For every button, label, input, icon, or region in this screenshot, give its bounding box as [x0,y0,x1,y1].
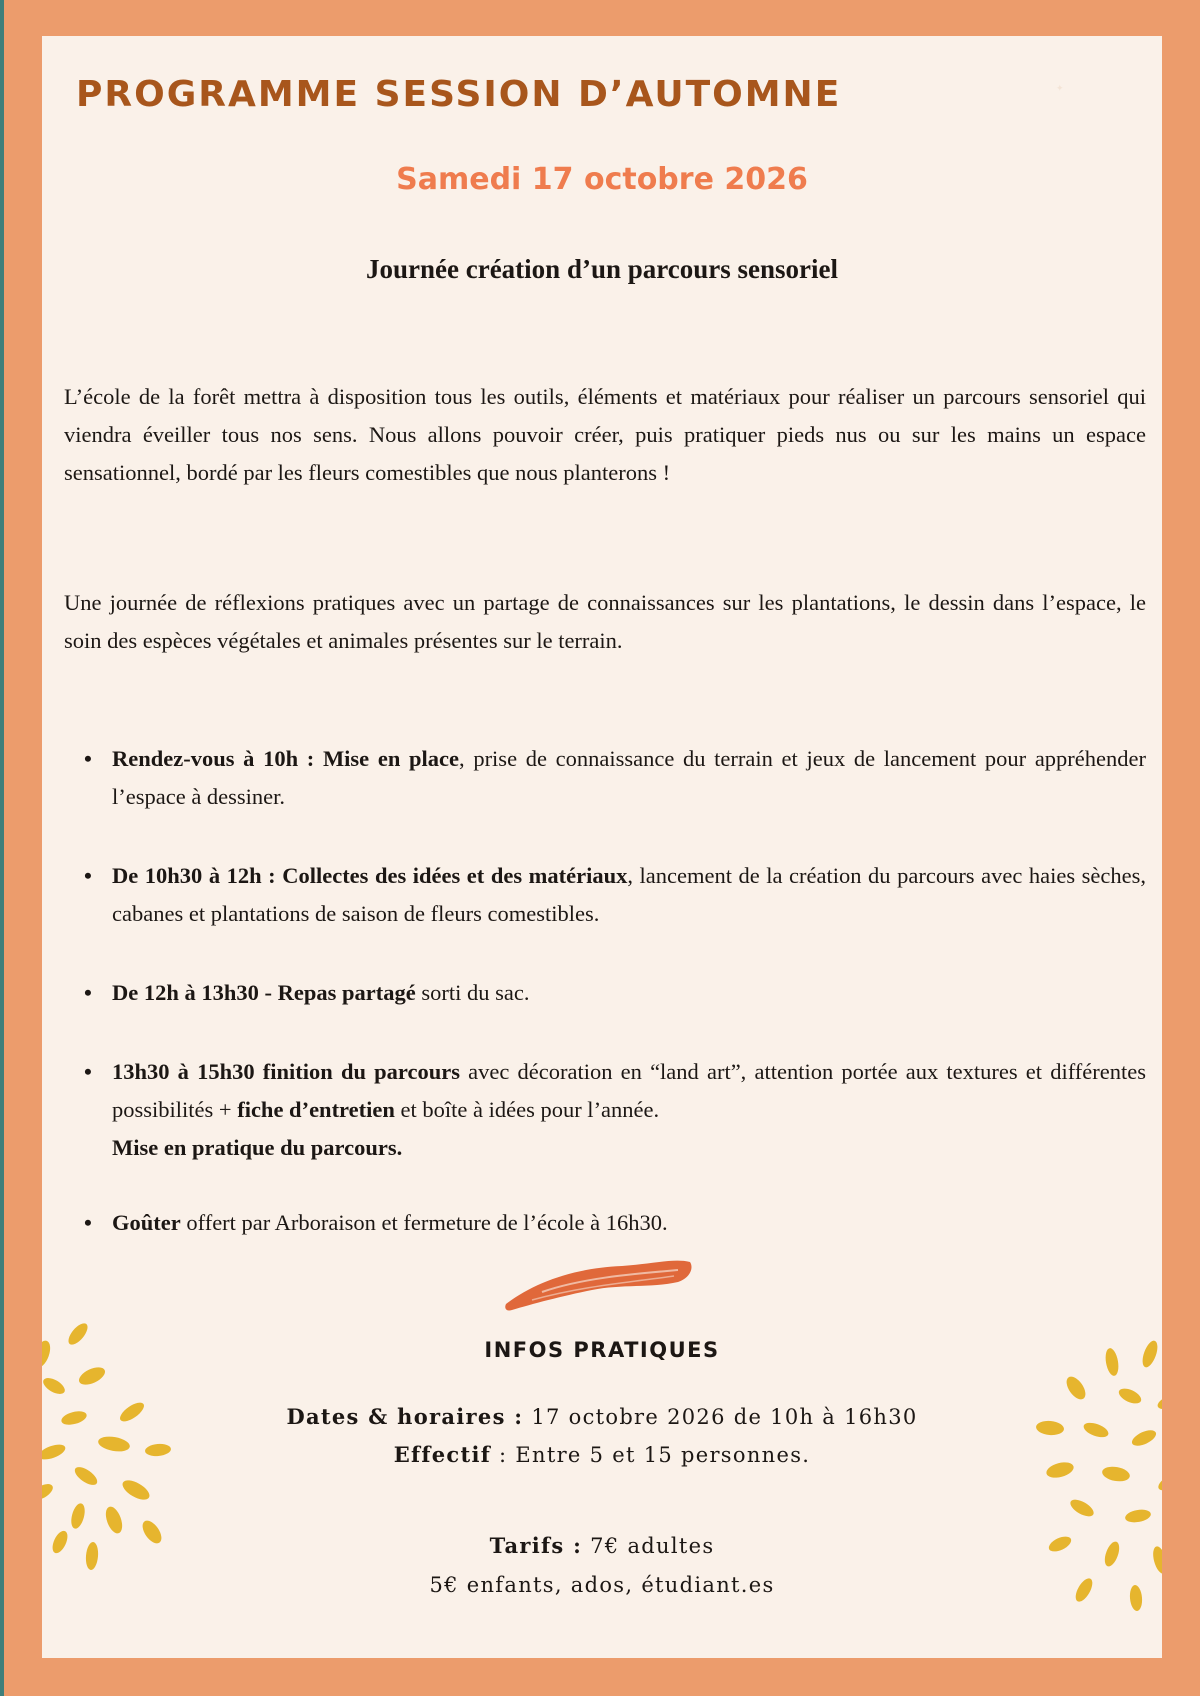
info-dates-label: Dates & horaires : [286,1404,524,1429]
schedule-item-emphasis: Mise en pratique du parcours. [112,1135,403,1160]
schedule-item [64,1053,1146,1167]
schedule-item-text: et boîte à idées pour l’année. [394,1097,660,1122]
schedule-item-heading: 13h30 à 15h30 finition du parcours [112,1059,460,1084]
bullet-icon: • [84,980,92,1005]
corner-mark: ✦ [1056,84,1064,94]
info-tarifs [42,1533,1162,1558]
info-dates-value: 17 octobre 2026 de 10h à 16h30 [523,1405,918,1429]
info-effectif [42,1442,1162,1467]
bullet-icon: • [84,1210,92,1235]
brush-swoosh-icon [502,1254,696,1314]
event-date: Samedi 17 octobre 2026 [396,162,808,197]
info-effectif-value: : Entre 5 et 15 personnes. [491,1443,811,1467]
schedule-item-heading: De 12h à 13h30 - Repas partagé [112,980,416,1005]
schedule-item-text: sorti du sac. [415,980,530,1005]
info-tarifs-value: 7€ adultes [582,1534,715,1558]
schedule-item [64,974,1146,1012]
page-sheet [42,36,1162,1658]
schedule-item-heading: Rendez-vous à 10h : Mise en place [112,746,460,771]
bullet-icon: • [84,863,92,888]
bullet-icon: • [84,1059,92,1084]
infos-title: INFOS PRATIQUES [484,1338,720,1362]
schedule-item-text: , lancement de la création du parcours avec haies sèches, cabanes et plantations de saison de fleurs comestibles. [112,863,1146,926]
info-dates [42,1404,1162,1429]
info-tarifs-label: Tarifs : [489,1533,583,1558]
left-edge-strip [0,0,4,1696]
schedule-item [64,740,1146,816]
schedule-item [64,857,1146,933]
description-paragraph-1: L’école de la forêt mettra à disposition tous les outils, éléments et matériaux pour réaliser un parcours sensoriel qui viendra éveiller tous nos sens. Nous allons pouvoir créer, puis pratiquer pieds nus ou sur les mains un espace sensationnel, bordé par les fleurs comestibles que nous planterons ! [64,384,1146,485]
flower-decoration-icon [1020,1332,1162,1632]
schedule-item-text: , prise de connaissance du terrain et jeux de lancement pour appréhender l’espace à dessiner. [112,746,1146,809]
bullet-icon: • [84,746,92,771]
schedule-item-text: avec décoration en “land art”, attention portée aux textures et différentes possibilités + [112,1059,1146,1122]
schedule-list [64,740,1146,1283]
schedule-item-heading: De 10h30 à 12h : Collectes des idées et des matériaux [112,863,628,888]
event-title: Journée création d’un parcours sensoriel [366,254,838,284]
page-title: PROGRAMME SESSION D’AUTOMNE [76,74,842,115]
schedule-item-text: offert par Arboraison et fermeture de l’école à 16h30. [180,1210,668,1235]
schedule-item-heading: Goûter [112,1210,181,1235]
description-paragraph-2: Une journée de réflexions pratiques avec un partage de connaissances sur les plantations, le dessin dans l’espace, le soin des espèces végétales et animales présentes sur le terrain. [64,590,1146,653]
flower-decoration-icon [42,1294,202,1634]
info-tarifs-line-2: 5€ enfants, ados, étudiant.es [429,1573,775,1597]
schedule-item [64,1204,1146,1242]
schedule-item-emphasis: fiche d’entretien [237,1097,395,1122]
info-effectif-label: Effectif [393,1442,492,1467]
